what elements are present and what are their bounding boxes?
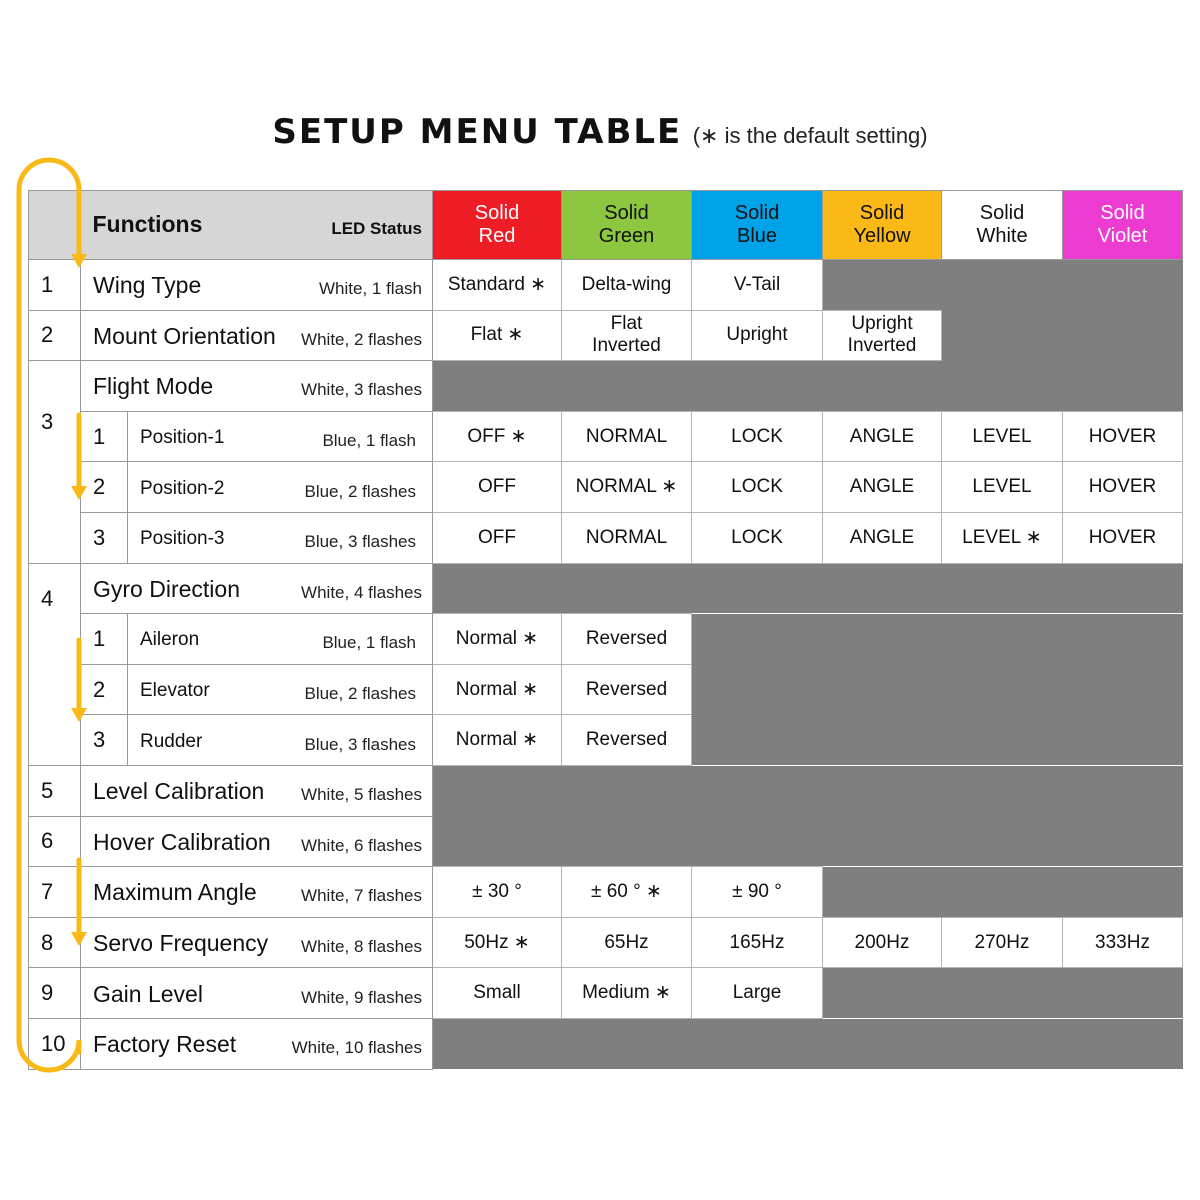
empty-cell [823, 867, 1183, 918]
led-color-label-1: Solid [474, 202, 520, 224]
led-color-header [1063, 191, 1183, 260]
value-cell: Standard ∗ [433, 260, 562, 311]
header-row [29, 191, 1183, 260]
value-cell: Delta-wing [562, 260, 692, 311]
empty-cell [942, 310, 1183, 361]
function-label: Factory Reset [93, 1031, 237, 1058]
value-cell: HOVER [1063, 512, 1183, 563]
row-number: 10 [29, 1018, 81, 1069]
sub-row-number: 2 [81, 462, 128, 513]
led-color-header [692, 191, 823, 260]
empty-cell [823, 260, 1183, 311]
page-title: SETUP MENU TABLE [272, 112, 683, 152]
empty-cell [692, 614, 1183, 665]
led-status: Blue, 2 flashes [304, 481, 416, 501]
empty-cell [433, 361, 1183, 412]
row-number: 9 [29, 968, 81, 1019]
value-cell: ± 30 ° [433, 867, 562, 918]
led-color-label-1: Solid [979, 202, 1025, 224]
menu-row [29, 1018, 1183, 1069]
sub-function-label: Rudder [140, 730, 203, 752]
header-functions [81, 191, 433, 260]
row-number: 8 [29, 917, 81, 968]
led-color-label-2: Blue [736, 225, 778, 247]
value-cell: Reversed [562, 715, 692, 766]
sub-function-label-cell [128, 614, 433, 665]
header-blank [29, 191, 81, 260]
led-status: White, 8 flashes [301, 937, 422, 957]
menu-row [29, 563, 1183, 614]
value-cell: Upright Inverted [823, 310, 942, 361]
value-cell: LEVEL [942, 462, 1063, 513]
function-label: Servo Frequency [93, 930, 269, 957]
value-cell: HOVER [1063, 411, 1183, 462]
row-number: 4 [29, 563, 81, 765]
sub-menu-row [29, 715, 1183, 766]
function-label-cell [81, 563, 433, 614]
value-cell: Flat Inverted [562, 310, 692, 361]
led-status: White, 9 flashes [301, 987, 422, 1007]
value-cell: LEVEL [942, 411, 1063, 462]
value-cell: Large [692, 968, 823, 1019]
function-label-cell [81, 1018, 433, 1069]
sub-row-number: 1 [81, 614, 128, 665]
led-status: Blue, 3 flashes [304, 734, 416, 754]
empty-cell [433, 816, 1183, 867]
value-cell: LOCK [692, 512, 823, 563]
menu-row [29, 867, 1183, 918]
function-label-cell [81, 310, 433, 361]
empty-cell [433, 563, 1183, 614]
function-label: Maximum Angle [93, 879, 257, 906]
led-color-header [433, 191, 562, 260]
value-cell: Normal ∗ [433, 614, 562, 665]
led-color-header [823, 191, 942, 260]
sub-function-label: Elevator [140, 680, 210, 702]
led-status: White, 6 flashes [301, 835, 422, 855]
sub-function-label-cell [128, 664, 433, 715]
sub-function-label-cell [128, 512, 433, 563]
function-label: Level Calibration [93, 778, 265, 805]
value-cell: LEVEL ∗ [942, 512, 1063, 563]
value-cell: 65Hz [562, 917, 692, 968]
value-cell: NORMAL [562, 512, 692, 563]
led-status-header: LED Status [331, 219, 422, 238]
function-label: Wing Type [93, 272, 202, 299]
sub-function-label-cell [128, 411, 433, 462]
led-color-label-1: Solid [604, 202, 649, 224]
sub-menu-row [29, 462, 1183, 513]
value-cell: ± 90 ° [692, 867, 823, 918]
sub-menu-row [29, 614, 1183, 665]
empty-cell [823, 968, 1183, 1019]
value-cell: 333Hz [1063, 917, 1183, 968]
row-number: 5 [29, 765, 81, 816]
menu-row [29, 765, 1183, 816]
value-cell: Normal ∗ [433, 664, 562, 715]
led-color-label-2: Green [598, 225, 655, 247]
value-cell: LOCK [692, 462, 823, 513]
value-cell: ANGLE [823, 462, 942, 513]
led-color-label-2: White [976, 225, 1028, 247]
function-label: Mount Orientation [93, 322, 276, 349]
menu-row [29, 917, 1183, 968]
function-label-cell [81, 917, 433, 968]
led-status: Blue, 1 flash [322, 431, 416, 451]
function-label: Hover Calibration [93, 828, 271, 855]
led-status: White, 10 flashes [291, 1038, 422, 1058]
led-status: White, 4 flashes [301, 582, 422, 602]
value-cell: NORMAL [562, 411, 692, 462]
menu-row [29, 816, 1183, 867]
function-label-cell [81, 968, 433, 1019]
menu-row [29, 361, 1183, 412]
empty-cell [692, 664, 1183, 715]
value-cell: Medium ∗ [562, 968, 692, 1019]
row-number: 2 [29, 310, 81, 361]
led-status: Blue, 3 flashes [304, 532, 416, 552]
value-cell: OFF [433, 512, 562, 563]
value-cell: 200Hz [823, 917, 942, 968]
value-cell: HOVER [1063, 462, 1183, 513]
sub-row-number: 3 [81, 715, 128, 766]
sub-menu-row [29, 512, 1183, 563]
led-color-label-1: Solid [859, 202, 905, 224]
row-number: 6 [29, 816, 81, 867]
sub-row-number: 2 [81, 664, 128, 715]
menu-row [29, 968, 1183, 1019]
value-cell: 270Hz [942, 917, 1063, 968]
sub-function-label: Position-1 [140, 427, 225, 449]
value-cell: ANGLE [823, 411, 942, 462]
sub-function-label: Aileron [140, 629, 200, 651]
function-label: Flight Mode [93, 373, 214, 400]
title [0, 112, 1200, 152]
value-cell: ANGLE [823, 512, 942, 563]
sub-row-number: 1 [81, 411, 128, 462]
value-cell: 50Hz ∗ [433, 917, 562, 968]
menu-row [29, 310, 1183, 361]
value-cell: Upright [692, 310, 823, 361]
led-color-header [942, 191, 1063, 260]
led-color-label-1: Solid [1100, 202, 1145, 224]
value-cell: Small [433, 968, 562, 1019]
led-color-label-1: Solid [734, 202, 780, 224]
sub-menu-row [29, 664, 1183, 715]
functions-header: Functions [92, 211, 203, 237]
row-number: 3 [29, 361, 81, 563]
value-cell: Reversed [562, 614, 692, 665]
led-status: White, 2 flashes [301, 329, 422, 349]
page-subtitle: (∗ is the default setting) [692, 123, 928, 148]
sub-function-label-cell [128, 715, 433, 766]
function-label: Gain Level [93, 980, 203, 1007]
sub-function-label: Position-3 [140, 528, 225, 550]
value-cell: Flat ∗ [433, 310, 562, 361]
function-label-cell [81, 361, 433, 412]
led-color-label-2: Violet [1097, 225, 1148, 247]
setup-menu-table [28, 190, 1183, 1070]
function-label-cell [81, 260, 433, 311]
row-number: 7 [29, 867, 81, 918]
led-status: White, 1 flash [319, 279, 422, 299]
value-cell: ± 60 ° ∗ [562, 867, 692, 918]
value-cell: 165Hz [692, 917, 823, 968]
value-cell: OFF ∗ [433, 411, 562, 462]
function-label-cell [81, 816, 433, 867]
led-status: White, 5 flashes [301, 785, 422, 805]
led-status: Blue, 1 flash [322, 633, 416, 653]
led-status: Blue, 2 flashes [304, 684, 416, 704]
empty-cell [692, 715, 1183, 766]
function-label: Gyro Direction [93, 575, 240, 602]
menu-row [29, 260, 1183, 311]
function-label-cell [81, 765, 433, 816]
sub-row-number: 3 [81, 512, 128, 563]
function-label-cell [81, 867, 433, 918]
sub-function-label: Position-2 [140, 477, 225, 499]
empty-cell [433, 765, 1183, 816]
led-color-label-2: Yellow [853, 225, 911, 247]
value-cell: NORMAL ∗ [562, 462, 692, 513]
sub-menu-row [29, 411, 1183, 462]
value-cell: OFF [433, 462, 562, 513]
value-cell: Reversed [562, 664, 692, 715]
sub-function-label-cell [128, 462, 433, 513]
value-cell: LOCK [692, 411, 823, 462]
empty-cell [433, 1018, 1183, 1069]
led-status: White, 3 flashes [301, 380, 422, 400]
led-color-header [562, 191, 692, 260]
value-cell: Normal ∗ [433, 715, 562, 766]
led-status: White, 7 flashes [301, 886, 422, 906]
led-color-label-2: Red [478, 225, 516, 247]
value-cell: V-Tail [692, 260, 823, 311]
row-number: 1 [29, 260, 81, 311]
